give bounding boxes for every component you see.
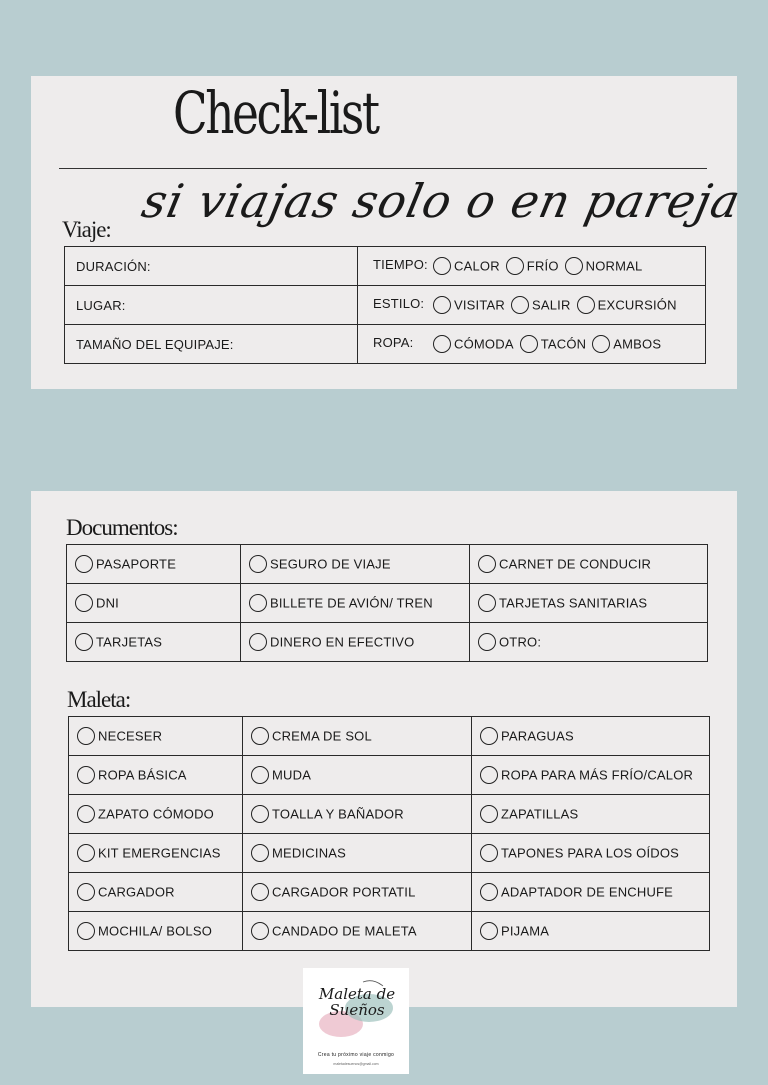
maleta-item[interactable]	[472, 834, 710, 873]
checkbox-option-documentos-0-0[interactable]	[75, 555, 176, 573]
checkbox-option-trip-0-2[interactable]	[565, 257, 643, 275]
circle-checkbox-icon[interactable]	[480, 805, 498, 823]
checkbox-label: TOALLA Y BAÑADOR	[272, 806, 404, 822]
maleta-item[interactable]	[243, 756, 472, 795]
checkbox-label: TAPONES PARA LOS OÍDOS	[501, 845, 680, 861]
page-subtitle: si viajas solo o en pareja	[137, 174, 746, 228]
checkbox-label: SEGURO DE VIAJE	[270, 556, 391, 572]
circle-checkbox-icon[interactable]	[480, 727, 498, 745]
trip-option-key: ESTILO:	[373, 296, 425, 312]
maleta-item[interactable]	[472, 795, 710, 834]
documentos-row	[67, 623, 708, 662]
checkbox-option-trip-2-0[interactable]	[433, 335, 514, 353]
maleta-item[interactable]	[243, 834, 472, 873]
trip-field-label[interactable]: TAMAÑO DEL EQUIPAJE:	[65, 325, 358, 364]
checkbox-option-maleta-1-2[interactable]	[480, 766, 693, 784]
circle-checkbox-icon[interactable]	[480, 844, 498, 862]
checkbox-label: ZAPATO CÓMODO	[98, 806, 214, 822]
circle-checkbox-icon[interactable]	[249, 594, 267, 612]
maleta-section-label: Maleta:	[67, 687, 131, 712]
circle-checkbox-icon[interactable]	[251, 844, 269, 862]
trip-field-label[interactable]: DURACIÓN:	[65, 247, 358, 286]
checkbox-label: VISITAR	[454, 297, 506, 313]
circle-checkbox-icon[interactable]	[251, 883, 269, 901]
circle-checkbox-icon[interactable]	[480, 766, 498, 784]
checkbox-label: ADAPTADOR DE ENCHUFE	[501, 884, 674, 900]
checkbox-option-documentos-2-2[interactable]	[478, 633, 541, 651]
checkbox-option-maleta-0-0[interactable]	[77, 727, 162, 745]
circle-checkbox-icon[interactable]	[577, 296, 595, 314]
documentos-section-label: Documentos:	[66, 515, 178, 540]
checkbox-option-maleta-1-1[interactable]	[251, 766, 311, 784]
circle-checkbox-icon[interactable]	[511, 296, 529, 314]
checkbox-label: CARGADOR PORTATIL	[272, 884, 416, 900]
checkbox-label: TACÓN	[540, 336, 587, 352]
maleta-row	[69, 873, 710, 912]
checkbox-option-maleta-3-0[interactable]	[77, 844, 221, 862]
trip-options-cell	[358, 247, 706, 286]
circle-checkbox-icon[interactable]	[75, 633, 93, 651]
checkbox-label: EXCURSIÓN	[597, 297, 677, 313]
checkbox-option-documentos-1-0[interactable]	[75, 594, 119, 612]
maleta-item[interactable]	[472, 756, 710, 795]
checkbox-label: CREMA DE SOL	[272, 728, 372, 744]
trip-options-cell	[358, 325, 706, 364]
checkbox-label: ZAPATILLAS	[501, 806, 579, 822]
maleta-item[interactable]	[472, 717, 710, 756]
checkbox-option-documentos-2-1[interactable]	[249, 633, 414, 651]
checkbox-label: PIJAMA	[501, 923, 550, 939]
maleta-row	[69, 912, 710, 951]
circle-checkbox-icon[interactable]	[565, 257, 583, 275]
checkbox-label: MUDA	[272, 767, 312, 783]
circle-checkbox-icon[interactable]	[251, 805, 269, 823]
circle-checkbox-icon[interactable]	[77, 766, 95, 784]
logo-email: maletadesuenos@gmail.com	[333, 1062, 379, 1066]
maleta-item[interactable]	[69, 912, 243, 951]
checkbox-option-documentos-1-2[interactable]	[478, 594, 647, 612]
maleta-item[interactable]	[243, 873, 472, 912]
checkbox-option-maleta-5-2[interactable]	[480, 922, 549, 940]
documentos-table	[66, 544, 708, 662]
maleta-item[interactable]	[69, 756, 243, 795]
circle-checkbox-icon[interactable]	[77, 883, 95, 901]
maleta-item[interactable]	[243, 795, 472, 834]
checkbox-option-documentos-0-1[interactable]	[249, 555, 391, 573]
checkbox-option-maleta-5-1[interactable]	[251, 922, 417, 940]
circle-checkbox-icon[interactable]	[520, 335, 538, 353]
checkbox-label: ROPA BÁSICA	[98, 767, 187, 783]
maleta-row	[69, 795, 710, 834]
checkbox-option-trip-2-2[interactable]	[592, 335, 661, 353]
logo-wordmark: Maleta de Sueños	[318, 985, 396, 1019]
page-title: Check-list	[173, 79, 378, 147]
trip-options-cell	[358, 286, 706, 325]
checkbox-label: DINERO EN EFECTIVO	[270, 634, 415, 650]
circle-checkbox-icon[interactable]	[480, 922, 498, 940]
checkbox-label: MOCHILA/ BOLSO	[98, 923, 213, 939]
documentos-item[interactable]	[67, 545, 241, 584]
trip-field-label[interactable]: LUGAR:	[65, 286, 358, 325]
checkbox-label: KIT EMERGENCIAS	[98, 845, 221, 861]
checkbox-label: CARGADOR	[98, 884, 175, 900]
documentos-item[interactable]	[241, 584, 470, 623]
checkbox-label: CANDADO DE MALETA	[272, 923, 417, 939]
trip-row	[65, 286, 706, 325]
checkbox-label: ROPA PARA MÁS FRÍO/CALOR	[501, 767, 694, 783]
checkbox-option-trip-0-0[interactable]	[433, 257, 500, 275]
maleta-item[interactable]	[69, 717, 243, 756]
circle-checkbox-icon[interactable]	[77, 922, 95, 940]
checkbox-label: BILLETE DE AVIÓN/ TREN	[270, 595, 433, 611]
checkbox-label: CARNET DE CONDUCIR	[499, 556, 652, 572]
checkbox-option-documentos-2-0[interactable]	[75, 633, 162, 651]
checkbox-option-maleta-2-0[interactable]	[77, 805, 214, 823]
checkbox-option-trip-1-0[interactable]	[433, 296, 505, 314]
checkbox-option-maleta-0-1[interactable]	[251, 727, 372, 745]
checkbox-label: SALIR	[532, 297, 571, 313]
checkbox-option-maleta-0-2[interactable]	[480, 727, 574, 745]
circle-checkbox-icon[interactable]	[478, 633, 496, 651]
documentos-item[interactable]	[241, 545, 470, 584]
circle-checkbox-icon[interactable]	[433, 335, 451, 353]
checkbox-label: MEDICINAS	[272, 845, 347, 861]
checkbox-label: DNI	[96, 595, 119, 611]
checkbox-option-maleta-1-0[interactable]	[77, 766, 187, 784]
circle-checkbox-icon[interactable]	[480, 883, 498, 901]
checkbox-option-maleta-2-2[interactable]	[480, 805, 578, 823]
circle-checkbox-icon[interactable]	[249, 633, 267, 651]
checkbox-label: PARAGUAS	[501, 728, 574, 744]
checkbox-option-maleta-2-1[interactable]	[251, 805, 404, 823]
maleta-item[interactable]	[243, 717, 472, 756]
checkbox-option-documentos-0-2[interactable]	[478, 555, 651, 573]
title-divider	[59, 168, 707, 169]
documentos-item[interactable]	[241, 623, 470, 662]
documentos-row	[67, 545, 708, 584]
checkbox-option-maleta-4-2[interactable]	[480, 883, 673, 901]
documentos-item[interactable]	[470, 584, 708, 623]
maleta-item[interactable]	[69, 795, 243, 834]
checkbox-label: OTRO:	[499, 634, 542, 650]
logo-tagline: Crea tu próximo viaje conmigo	[317, 1052, 395, 1058]
checkbox-option-maleta-4-0[interactable]	[77, 883, 175, 901]
checkbox-label: CÓMODA	[454, 336, 514, 352]
maleta-table	[68, 716, 710, 951]
checkbox-label: CALOR	[454, 258, 500, 274]
circle-checkbox-icon[interactable]	[77, 805, 95, 823]
trip-details-table	[64, 246, 706, 364]
circle-checkbox-icon[interactable]	[478, 594, 496, 612]
checkbox-label: NORMAL	[585, 258, 643, 274]
circle-checkbox-icon[interactable]	[249, 555, 267, 573]
trip-option-key: ROPA:	[373, 335, 414, 351]
documentos-row	[67, 584, 708, 623]
checkbox-label: AMBOS	[613, 336, 662, 352]
checkbox-label: NECESER	[98, 728, 163, 744]
documentos-item[interactable]	[67, 623, 241, 662]
circle-checkbox-icon[interactable]	[251, 922, 269, 940]
checkbox-option-trip-2-1[interactable]	[520, 335, 587, 353]
checkbox-option-maleta-5-0[interactable]	[77, 922, 212, 940]
checkbox-label: FRÍO	[526, 258, 559, 274]
checkbox-option-maleta-4-1[interactable]	[251, 883, 416, 901]
maleta-item[interactable]	[472, 912, 710, 951]
checkbox-option-trip-1-2[interactable]	[577, 296, 677, 314]
viaje-section-label: Viaje:	[62, 217, 111, 242]
checkbox-label: TARJETAS	[96, 634, 163, 650]
brand-logo	[303, 968, 409, 1074]
circle-checkbox-icon[interactable]	[75, 594, 93, 612]
circle-checkbox-icon[interactable]	[433, 296, 451, 314]
documentos-item[interactable]	[470, 623, 708, 662]
maleta-row	[69, 834, 710, 873]
circle-checkbox-icon[interactable]	[75, 555, 93, 573]
circle-checkbox-icon[interactable]	[77, 727, 95, 745]
maleta-item[interactable]	[69, 873, 243, 912]
circle-checkbox-icon[interactable]	[433, 257, 451, 275]
documentos-item[interactable]	[67, 584, 241, 623]
circle-checkbox-icon[interactable]	[506, 257, 524, 275]
circle-checkbox-icon[interactable]	[251, 727, 269, 745]
maleta-item[interactable]	[69, 834, 243, 873]
circle-checkbox-icon[interactable]	[77, 844, 95, 862]
maleta-row	[69, 756, 710, 795]
trip-row	[65, 247, 706, 286]
checkbox-label: TARJETAS SANITARIAS	[499, 595, 648, 611]
checkbox-option-trip-1-1[interactable]	[511, 296, 571, 314]
circle-checkbox-icon[interactable]	[251, 766, 269, 784]
maleta-item[interactable]	[243, 912, 472, 951]
watercolor-blob-icon	[303, 968, 409, 1074]
checkbox-option-documentos-1-1[interactable]	[249, 594, 433, 612]
trip-row	[65, 325, 706, 364]
documentos-item[interactable]	[470, 545, 708, 584]
maleta-item[interactable]	[472, 873, 710, 912]
checkbox-option-maleta-3-1[interactable]	[251, 844, 346, 862]
circle-checkbox-icon[interactable]	[592, 335, 610, 353]
maleta-row	[69, 717, 710, 756]
checkbox-label: PASAPORTE	[96, 556, 177, 572]
circle-checkbox-icon[interactable]	[478, 555, 496, 573]
checkbox-option-maleta-3-2[interactable]	[480, 844, 679, 862]
trip-option-key: TIEMPO:	[373, 257, 428, 273]
checkbox-option-trip-0-1[interactable]	[506, 257, 559, 275]
